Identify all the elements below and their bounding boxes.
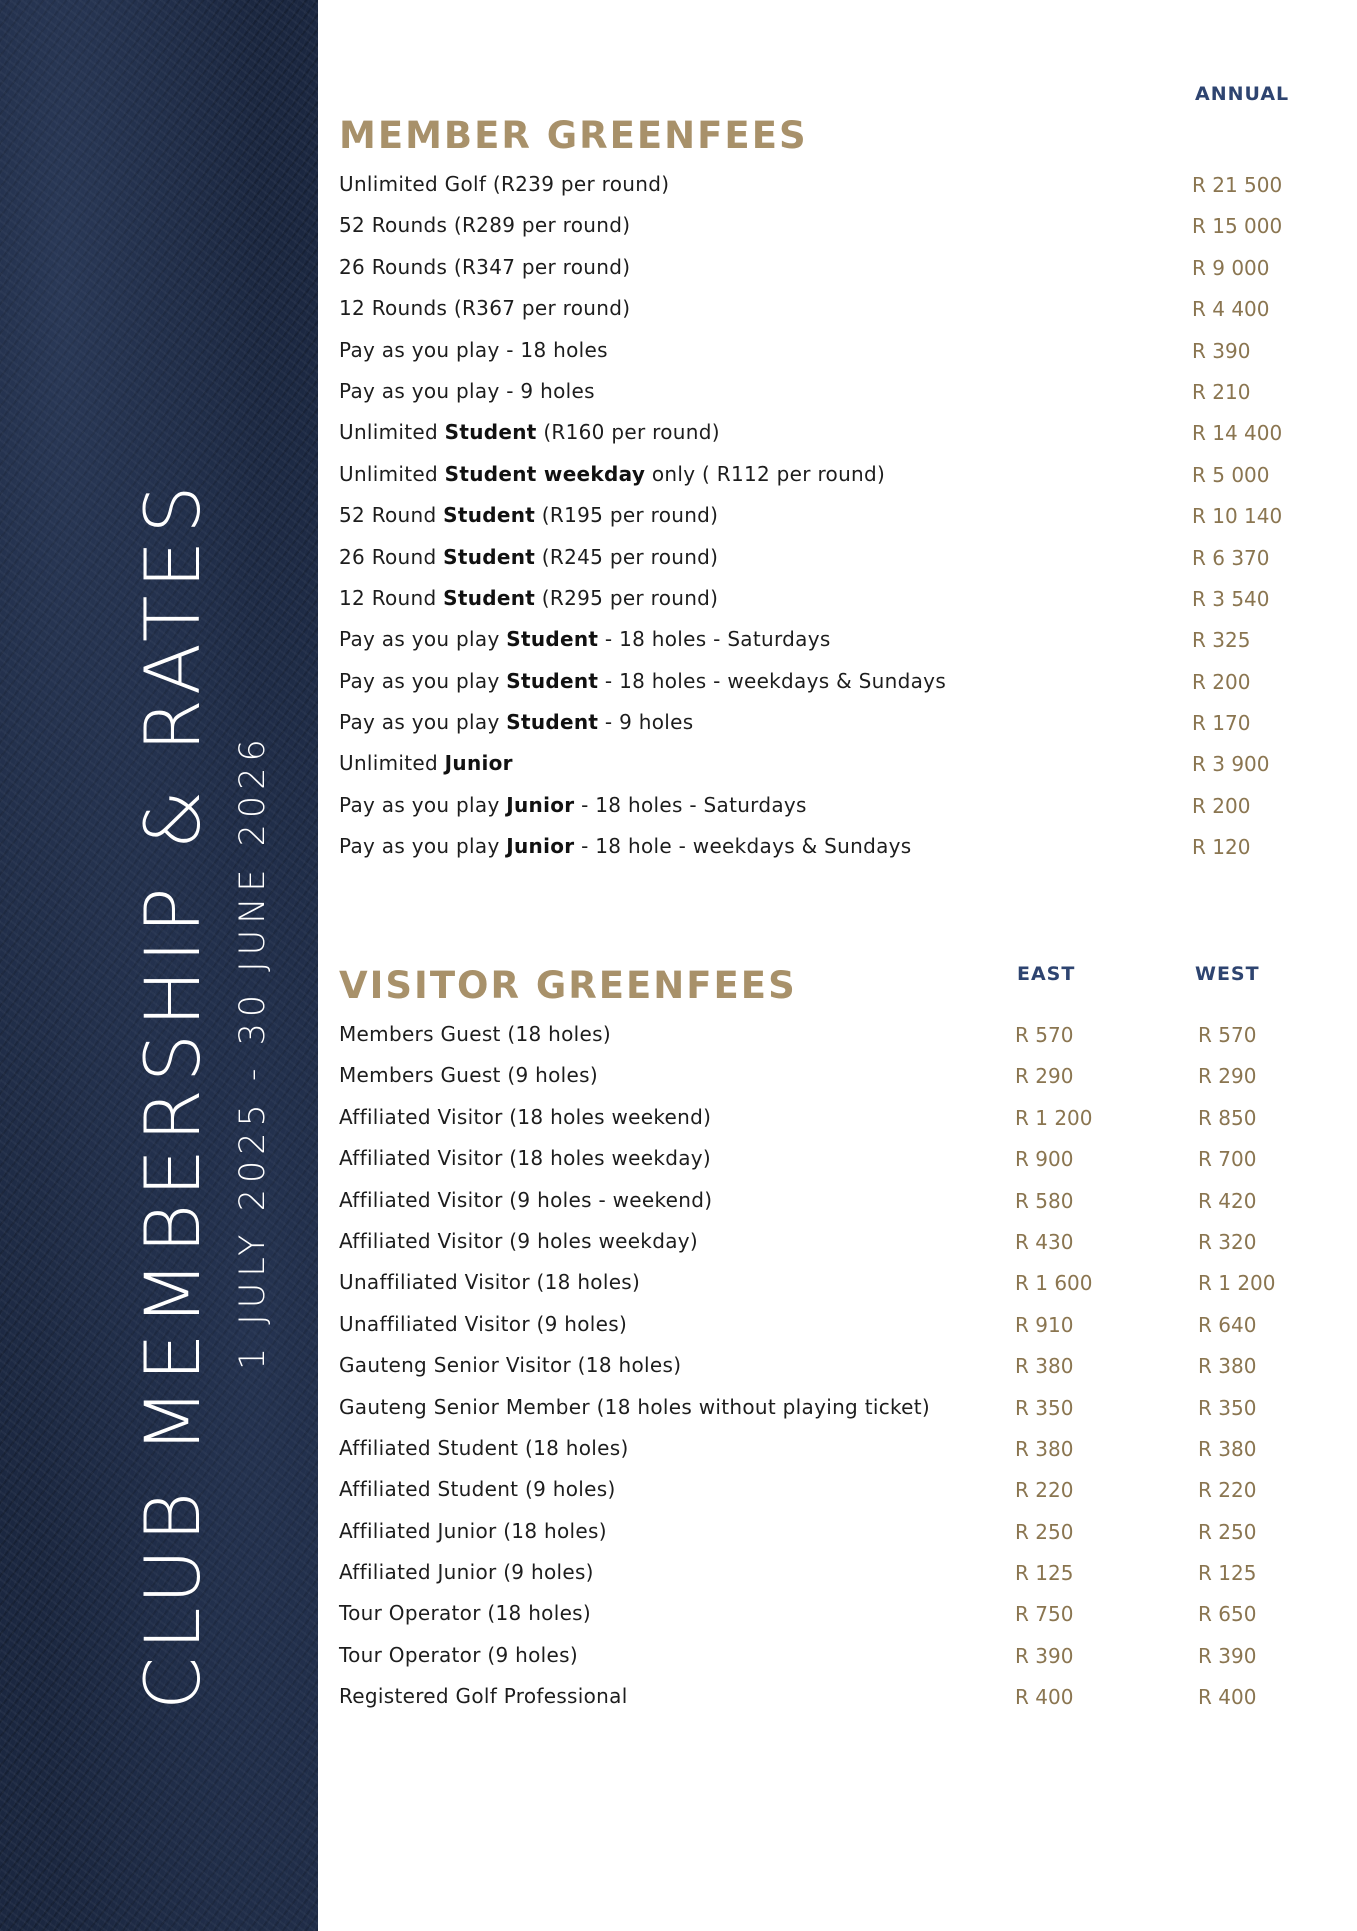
east-price: R 290	[1015, 1064, 1074, 1089]
row-label: 26 Round Student (R245 per round)	[339, 544, 719, 569]
row-label: Gauteng Senior Visitor (18 holes)	[339, 1353, 682, 1378]
west-price: R 220	[1198, 1478, 1257, 1503]
annual-price: R 6 370	[1192, 545, 1270, 570]
table-row	[339, 165, 1329, 206]
row-label: Tour Operator (18 holes)	[339, 1601, 591, 1626]
row-label: 12 Round Student (R295 per round)	[339, 585, 719, 610]
west-price: R 320	[1198, 1229, 1257, 1254]
table-row	[339, 372, 1329, 413]
row-label: Unlimited Golf (R239 per round)	[339, 172, 670, 196]
east-price: R 580	[1015, 1188, 1074, 1213]
east-price: R 1 200	[1015, 1105, 1093, 1130]
row-label: Unaffiliated Visitor (18 holes)	[339, 1270, 641, 1295]
table-row	[339, 1139, 1329, 1180]
row-label: Registered Golf Professional	[339, 1684, 628, 1709]
annual-price: R 21 500	[1192, 173, 1283, 197]
annual-price: R 120	[1192, 835, 1251, 860]
annual-column-header: ANNUAL	[1195, 83, 1290, 105]
table-row	[339, 1181, 1329, 1222]
table-row	[339, 331, 1329, 372]
west-column-header: WEST	[1195, 963, 1260, 985]
west-price: R 380	[1198, 1354, 1257, 1379]
row-label: Pay as you play Student - 9 holes	[339, 710, 694, 735]
member-greenfees-heading: MEMBER GREENFEES	[339, 114, 808, 157]
row-label: 52 Round Student (R195 per round)	[339, 503, 719, 528]
row-label: Affiliated Junior (9 holes)	[339, 1560, 594, 1585]
table-row	[339, 786, 1329, 827]
row-label: Pay as you play Student - 18 holes - Saturdays	[339, 627, 831, 652]
east-price: R 400	[1015, 1685, 1074, 1710]
annual-price: R 14 400	[1192, 421, 1283, 446]
visitor-greenfees-heading: VISITOR GREENFEES	[339, 964, 797, 1007]
table-row	[339, 1098, 1329, 1139]
west-price: R 700	[1198, 1147, 1257, 1172]
validity-dates: 1 JULY 2025 - 30 JUNE 2026	[233, 733, 273, 1370]
east-column-header: EAST	[1017, 963, 1076, 985]
row-label: Members Guest (9 holes)	[339, 1063, 598, 1088]
table-row	[339, 1677, 1329, 1718]
table-row	[339, 1305, 1329, 1346]
document-title: CLUB MEMBERSHIP & RATES	[128, 478, 217, 1710]
table-row	[339, 206, 1329, 247]
annual-price: R 3 900	[1192, 752, 1270, 777]
table-row	[339, 1388, 1329, 1429]
row-label: Pay as you play - 9 holes	[339, 378, 595, 403]
sidebar-panel	[0, 0, 318, 1931]
table-row	[339, 413, 1329, 454]
annual-price: R 390	[1192, 338, 1251, 363]
row-label: Unlimited Student (R160 per round)	[339, 420, 720, 445]
table-row	[339, 827, 1329, 868]
east-price: R 380	[1015, 1354, 1074, 1379]
annual-price: R 10 140	[1192, 504, 1283, 529]
west-price: R 290	[1198, 1064, 1257, 1089]
row-label: Affiliated Junior (18 holes)	[339, 1518, 607, 1543]
table-row	[339, 289, 1329, 330]
table-row	[339, 1015, 1329, 1056]
table-row	[339, 1429, 1329, 1470]
row-label: Unlimited Junior	[339, 751, 513, 776]
table-row	[339, 1222, 1329, 1263]
row-label: Gauteng Senior Member (18 holes without playing ticket)	[339, 1394, 931, 1419]
east-price: R 250	[1015, 1519, 1074, 1544]
east-price: R 430	[1015, 1229, 1074, 1254]
annual-price: R 4 400	[1192, 297, 1270, 322]
visitor-greenfees-table	[339, 1015, 1329, 1719]
row-label: 52 Rounds (R289 per round)	[339, 213, 631, 238]
east-price: R 900	[1015, 1147, 1074, 1172]
east-price: R 220	[1015, 1478, 1074, 1503]
annual-price: R 200	[1192, 793, 1251, 818]
west-price: R 400	[1198, 1685, 1257, 1710]
east-price: R 125	[1015, 1561, 1074, 1586]
east-price: R 350	[1015, 1395, 1074, 1420]
table-row	[339, 455, 1329, 496]
table-row	[339, 662, 1329, 703]
east-price: R 750	[1015, 1602, 1074, 1627]
row-label: Affiliated Visitor (9 holes - weekend)	[339, 1187, 713, 1212]
east-price: R 570	[1015, 1023, 1074, 1047]
row-label: Unaffiliated Visitor (9 holes)	[339, 1311, 628, 1336]
table-row	[339, 1346, 1329, 1387]
table-row	[339, 496, 1329, 537]
annual-price: R 325	[1192, 628, 1251, 653]
annual-price: R 200	[1192, 669, 1251, 694]
annual-price: R 15 000	[1192, 214, 1283, 239]
table-row	[339, 248, 1329, 289]
west-price: R 650	[1198, 1602, 1257, 1627]
row-label: Tour Operator (9 holes)	[339, 1642, 578, 1667]
member-greenfees-table	[339, 165, 1329, 869]
row-label: Affiliated Student (9 holes)	[339, 1477, 616, 1502]
annual-price: R 5 000	[1192, 462, 1270, 487]
east-price: R 390	[1015, 1643, 1074, 1668]
west-price: R 640	[1198, 1312, 1257, 1337]
west-price: R 570	[1198, 1023, 1257, 1047]
row-label: Affiliated Visitor (18 holes weekend)	[339, 1104, 712, 1129]
table-row	[339, 744, 1329, 785]
table-row	[339, 1594, 1329, 1635]
west-price: R 350	[1198, 1395, 1257, 1420]
row-label: Members Guest (18 holes)	[339, 1022, 611, 1046]
row-label: Pay as you play Junior - 18 hole - weekdays & Sundays	[339, 834, 912, 859]
row-label: Affiliated Student (18 holes)	[339, 1435, 629, 1460]
west-price: R 390	[1198, 1643, 1257, 1668]
row-label: 26 Rounds (R347 per round)	[339, 254, 631, 279]
west-price: R 380	[1198, 1436, 1257, 1461]
table-row	[339, 1056, 1329, 1097]
annual-price: R 9 000	[1192, 255, 1270, 280]
east-price: R 380	[1015, 1436, 1074, 1461]
west-price: R 1 200	[1198, 1271, 1276, 1296]
table-row	[339, 703, 1329, 744]
table-row	[339, 1553, 1329, 1594]
table-row	[339, 1470, 1329, 1511]
west-price: R 850	[1198, 1105, 1257, 1130]
table-row	[339, 1512, 1329, 1553]
row-label: Unlimited Student weekday only ( R112 per round)	[339, 461, 886, 486]
row-label: Affiliated Visitor (9 holes weekday)	[339, 1228, 698, 1253]
west-price: R 125	[1198, 1561, 1257, 1586]
row-label: Pay as you play - 18 holes	[339, 337, 608, 362]
row-label: Affiliated Visitor (18 holes weekday)	[339, 1146, 712, 1171]
west-price: R 420	[1198, 1188, 1257, 1213]
table-row	[339, 538, 1329, 579]
table-row	[339, 579, 1329, 620]
annual-price: R 210	[1192, 379, 1251, 404]
annual-price: R 170	[1192, 711, 1251, 736]
table-row	[339, 620, 1329, 661]
row-label: Pay as you play Junior - 18 holes - Saturdays	[339, 792, 807, 817]
row-label: Pay as you play Student - 18 holes - weekdays & Sundays	[339, 668, 947, 693]
table-row	[339, 1263, 1329, 1304]
annual-price: R 3 540	[1192, 586, 1270, 611]
east-price: R 1 600	[1015, 1271, 1093, 1296]
east-price: R 910	[1015, 1312, 1074, 1337]
table-row	[339, 1636, 1329, 1677]
row-label: 12 Rounds (R367 per round)	[339, 296, 631, 321]
west-price: R 250	[1198, 1519, 1257, 1544]
